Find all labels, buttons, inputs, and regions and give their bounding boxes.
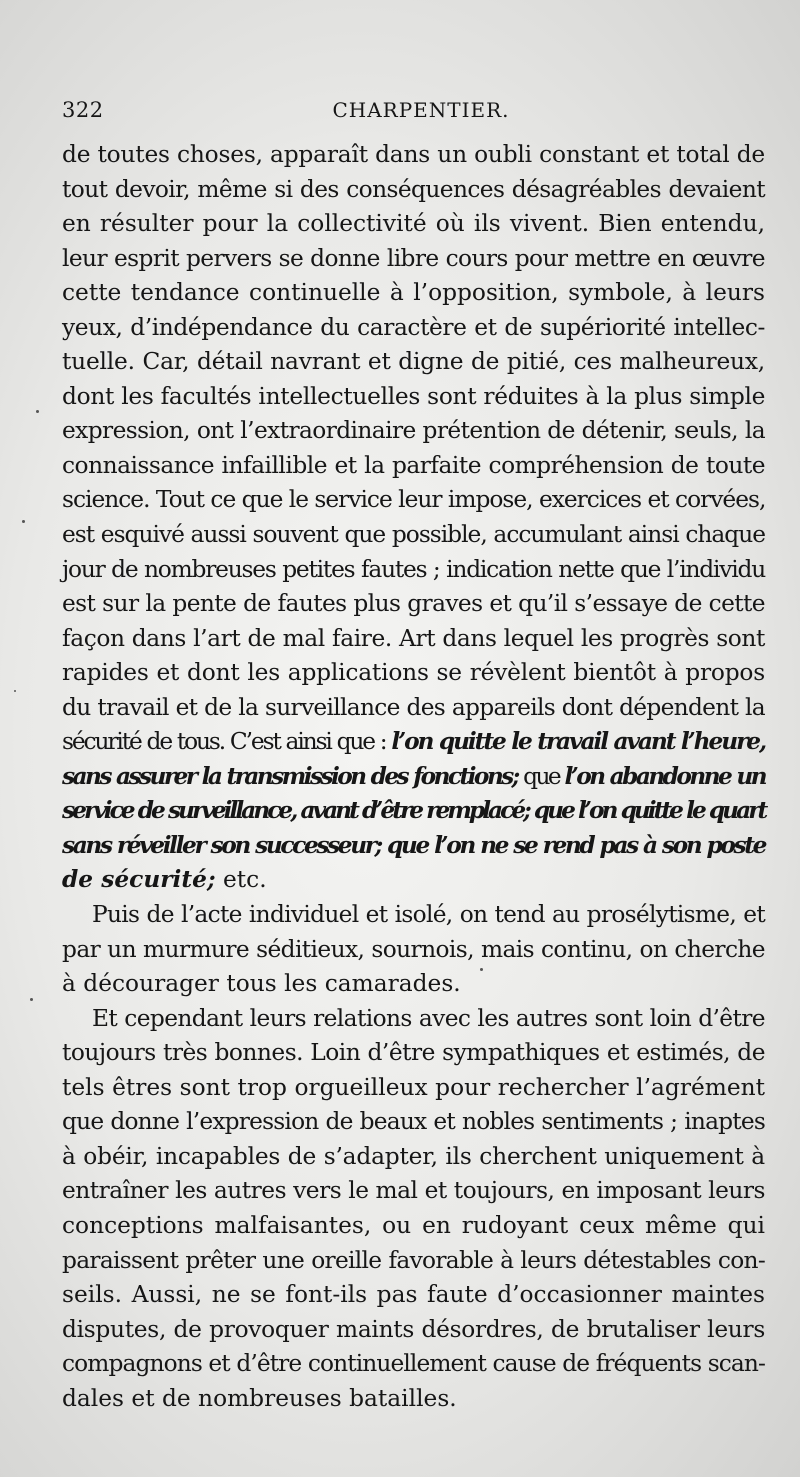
- text-line: tels êtres sont trop orgueilleux pour rechercher l’agrément: [62, 1073, 765, 1101]
- text-line: paraissent prêter une oreille favorable à leurs détestables con-: [62, 1246, 765, 1274]
- text-line: disputes, de provoquer maints désordres, de brutaliser leurs: [62, 1315, 765, 1343]
- text-line: entraîner les autres vers le mal et toujours, en imposant leurs: [62, 1177, 765, 1205]
- text-line: conceptions malfaisantes, ou en rudoyant ceux même qui: [62, 1211, 765, 1239]
- italic-run: l’on quitte le travail avant l’heure,: [391, 728, 765, 756]
- paragraph-1: [62, 138, 765, 898]
- text-line: toujours très bonnes. Loin d’être sympathiques et estimés, de: [62, 1039, 765, 1067]
- text-line: est esquivé aussi souvent que possible, accumulant ainsi chaque: [62, 521, 765, 549]
- text-line: dont les facultés intellectuelles sont réduites à la plus simple: [62, 382, 766, 410]
- text-line: que donne l’expression de beaux et nobles sentiments ; inaptes: [62, 1108, 765, 1136]
- text-line: à décourager tous les camarades.: [62, 970, 461, 998]
- text-line: de toutes choses, apparaît dans un oubli constant et total de: [62, 141, 765, 168]
- text-line: rapides et dont les applications se révèlent bientôt à propos: [62, 659, 765, 687]
- italic-run: sans assurer la transmission des fonctions;: [62, 762, 518, 790]
- text-line: tout devoir, même si des conséquences désagréables devaient: [62, 175, 765, 203]
- page-number: 322: [62, 98, 104, 122]
- text-line: connaissance infaillible et la parfaite compréhension de toute: [62, 451, 765, 479]
- text-line: à obéir, incapables de s’adapter, ils cherchent uniquement à: [62, 1142, 765, 1170]
- paragraph-2: [62, 898, 765, 1002]
- italic-run: de sécurité;: [62, 866, 216, 894]
- text-line: cette tendance continuelle à l’opposition, symbole, à leurs: [62, 279, 765, 307]
- italic-run: service de surveillance, avant d’être remplacé; que l’on quitte le quart: [62, 797, 766, 825]
- page-header: [62, 98, 740, 134]
- text-line: en résulter pour la collectivité où ils vivent. Bien entendu,: [62, 210, 765, 238]
- text-line: façon dans l’art de mal faire. Art dans lequel les progrès sont: [62, 624, 765, 652]
- text-line: [62, 829, 765, 864]
- text-line: compagnons et d’être continuellement cause de fréquents scan-: [62, 1350, 765, 1378]
- text-line: est sur la pente de fautes plus graves et qu’il s’essaye de cette: [62, 590, 765, 618]
- text-line: yeux, d’indépendance du caractère et de supériorité intellec-: [62, 313, 765, 341]
- text-line-mixed: [62, 863, 765, 898]
- text-line: science. Tout ce que le service leur impose, exercices et corvées,: [62, 486, 766, 514]
- text-line: par un murmure séditieux, sournois, mais continu, on cherche: [62, 935, 765, 963]
- text-line: expression, ont l’extraordinaire prétention de détenir, seuls, la: [62, 417, 765, 445]
- text-run: etc.: [223, 866, 267, 894]
- running-title: CHARPENTIER.: [332, 98, 510, 122]
- text-line: tuelle. Car, détail navrant et digne de pitié, ces malheureux,: [62, 348, 765, 376]
- text-line: jour de nombreuses petites fautes ; indication nette que l’individu: [62, 555, 765, 583]
- italic-run: sans réveiller son successeur; que l’on ne se rend pas à son poste: [62, 831, 765, 859]
- text-line: Et cependant leurs relations avec les autres sont loin d’être: [92, 1004, 765, 1032]
- text-line: seils. Aussi, ne se font-ils pas faute d’occasionner maintes: [62, 1281, 765, 1309]
- text-run: sécurité de tous. C’est ainsi que :: [62, 728, 386, 756]
- text-line: Puis de l’acte individuel et isolé, on tend au prosélytisme, et: [92, 901, 765, 929]
- text-line: dales et de nombreuses batailles.: [62, 1384, 457, 1412]
- paragraph-3: [62, 1002, 765, 1417]
- text-line-mixed: [62, 760, 765, 795]
- text-line: [62, 794, 765, 829]
- text-line: du travail et de la surveillance des appareils dont dépendent la: [62, 693, 765, 721]
- body-text: [62, 138, 765, 1416]
- text-run: que: [523, 762, 560, 790]
- text-line-mixed: [62, 725, 765, 760]
- italic-run: l’on abandonne un: [564, 762, 765, 790]
- text-line: leur esprit pervers se donne libre cours pour mettre en œuvre: [62, 244, 765, 272]
